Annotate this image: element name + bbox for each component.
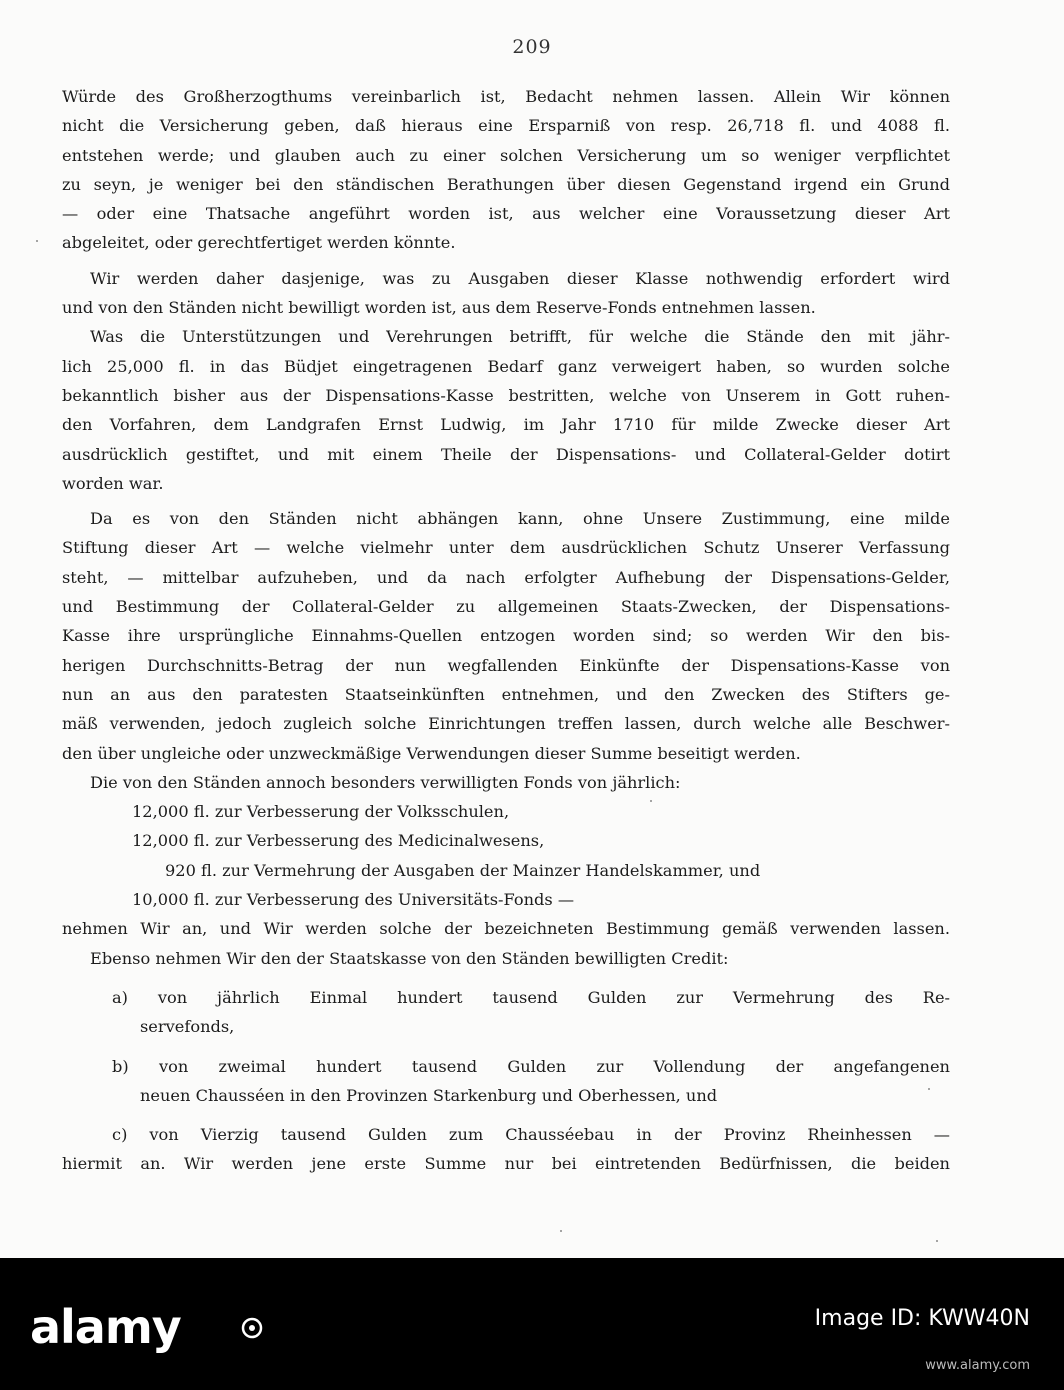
watermark-banner xyxy=(0,1258,1064,1390)
fund-amount-line: 920 fl. zur Vermehrung der Ausgaben der Mainzer Handelskammer, und xyxy=(165,860,761,880)
scan-speck xyxy=(928,1088,930,1090)
text-line: und von den Ständen nicht bewilligt worden ist, aus dem Reserve-Fonds entnehmen lassen. xyxy=(62,298,816,318)
text-line: den Vorfahren, dem Landgrafen Ernst Ludwig, im Jahr 1710 für milde Zwecke dieser Art xyxy=(62,415,950,435)
text-line: lich 25,000 fl. in das Büdjet eingetragenen Bedarf ganz verweigert haben, so wurden solche xyxy=(62,356,950,376)
text-line: servefonds, xyxy=(140,1017,235,1037)
scan-speck xyxy=(650,800,652,802)
text-line: hiermit an. Wir werden jene erste Summe nur bei eintretenden Bedürfnissen, die beiden xyxy=(62,1154,950,1174)
credit-item-c: c) von Vierzig tausend Gulden zum Chausséebau in der Provinz Rheinhessen — xyxy=(112,1125,950,1145)
text-line: nun an aus den paratesten Staatseinkünften entnehmen, und den Zwecken des Stifters ge- xyxy=(62,684,950,704)
page-number: 209 xyxy=(512,36,552,58)
text-line: entstehen werde; und glauben auch zu einer solchen Versicherung um so weniger verpflichtet xyxy=(62,145,950,165)
credit-item-b: b) von zweimal hundert tausend Gulden zur Vollendung der angefangenen xyxy=(112,1056,950,1076)
text-line: — oder eine Thatsache angeführt worden ist, aus welcher eine Voraussetzung dieser Art xyxy=(62,204,950,224)
credit-item-a: a) von jährlich Einmal hundert tausend Gulden zur Vermehrung des Re- xyxy=(112,987,950,1007)
text-line: zu seyn, je weniger bei den ständischen Berathungen über diesen Gegenstand irgend ein Grund xyxy=(62,174,950,194)
text-line: nehmen Wir an, und Wir werden solche der bezeichneten Bestimmung gemäß verwenden lassen. xyxy=(62,919,950,939)
paragraph-start: Wir werden daher dasjenige, was zu Ausgaben dieser Klasse nothwendig erfordert wird xyxy=(90,268,950,288)
text-line: neuen Chausséen in den Provinzen Starkenburg und Oberhessen, und xyxy=(140,1085,718,1105)
text-line: Würde des Großherzogthums vereinbarlich ist, Bedacht nehmen lassen. Allein Wir können xyxy=(62,87,950,106)
paragraph-start: Da es von den Ständen nicht abhängen kann, ohne Unsere Zustimmung, eine milde xyxy=(90,509,950,529)
text-line: Kasse ihre ursprüngliche Einnahms-Quellen entzogen worden sind; so werden Wir den bis- xyxy=(62,626,950,646)
paragraph-start: Was die Unterstützungen und Verehrungen betrifft, für welche die Stände den mit jähr- xyxy=(90,327,950,347)
scan-speck xyxy=(936,1240,938,1242)
text-line: worden war. xyxy=(62,473,164,493)
text-line: ausdrücklich gestiftet, und mit einem Theile der Dispensations- und Collateral-Gelder dotirt xyxy=(62,444,950,464)
fund-amount-line: 12,000 fl. zur Verbesserung der Volksschulen, xyxy=(132,802,510,822)
scan-speck xyxy=(560,1230,562,1232)
text-line: abgeleitet, oder gerechtfertiget werden könnte. xyxy=(62,233,456,253)
brand-logo: alamy xyxy=(30,1300,181,1354)
text-line: und Bestimmung der Collateral-Gelder zu allgemeinen Staats-Zwecken, der Dispensations- xyxy=(62,597,950,617)
text-line: steht, — mittelbar aufzuheben, und da nach erfolgter Aufhebung der Dispensations-Gelder, xyxy=(62,567,950,587)
text-line: bekanntlich bisher aus der Dispensations-Kasse bestritten, welche von Unserem in Gott ruhen- xyxy=(62,385,950,405)
fund-amount-line: 10,000 fl. zur Verbesserung des Universitäts-Fonds — xyxy=(132,890,575,910)
brand-url: www.alamy.com xyxy=(925,1358,1030,1373)
body-text xyxy=(62,82,950,1179)
text-line: herigen Durchschnitts-Betrag der nun wegfallenden Einkünfte der Dispensations-Kasse von xyxy=(62,655,950,675)
paragraph-start: Ebenso nehmen Wir den der Staatskasse von den Ständen bewilligten Credit: xyxy=(90,948,729,968)
text-line: Stiftung dieser Art — welche vielmehr unter dem ausdrücklichen Schutz Unserer Verfassung xyxy=(62,538,950,558)
paragraph-start: Die von den Ständen annoch besonders verwilligten Fonds von jährlich: xyxy=(90,772,681,792)
image-id: Image ID: KWW40N xyxy=(814,1306,1030,1331)
brand-mark-icon xyxy=(240,1316,264,1340)
text-line: mäß verwenden, jedoch zugleich solche Einrichtungen treffen lassen, durch welche alle Beschwer- xyxy=(62,714,950,734)
text-line: den über ungleiche oder unzweckmäßige Verwendungen dieser Summe beseitigt werden. xyxy=(62,743,801,763)
scan-speck xyxy=(36,240,38,242)
text-line: nicht die Versicherung geben, daß hieraus eine Ersparniß von resp. 26,718 fl. und 4088 fl. xyxy=(62,116,950,136)
fund-amount-line: 12,000 fl. zur Verbesserung des Medicinalwesens, xyxy=(132,831,545,851)
image-reference xyxy=(710,1302,1030,1331)
